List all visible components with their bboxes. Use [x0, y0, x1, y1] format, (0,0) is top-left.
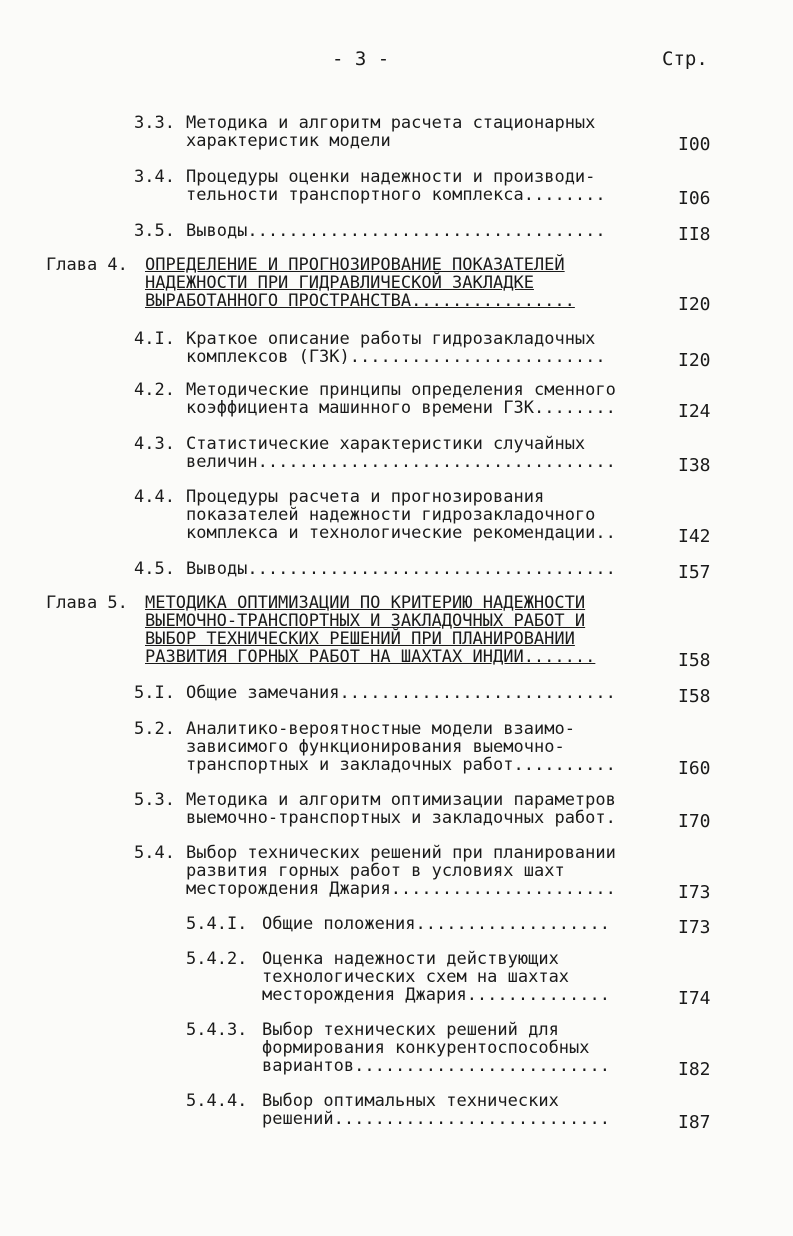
toc-entry-number: Глава 5.: [46, 593, 128, 613]
toc-entry-title-line: месторождения Джария......................: [186, 879, 616, 899]
toc-entry-page: I58: [678, 650, 711, 671]
toc-entry-title-line: РАЗВИТИЯ ГОРНЫХ РАБОТ НА ШАХТАХ ИНДИИ.......: [145, 647, 596, 667]
toc-entry-number: 4.3.: [134, 434, 175, 454]
toc-entry-title: [186, 222, 641, 240]
toc-entry-number: 4.5.: [134, 559, 175, 579]
toc-entry-title: [186, 684, 641, 702]
toc-entry-title-line: величин...................................: [186, 452, 616, 472]
toc-entry-number: Глава 4.: [46, 255, 128, 275]
toc-entry-title-line: ВЫЕМОЧНО-ТРАНСПОРТНЫХ И ЗАКЛАДОЧНЫХ РАБОТ И: [145, 611, 586, 631]
toc-entry-title-line: технологических схем на шахтах: [262, 967, 570, 987]
toc-entry-title-line: Методика и алгоритм расчета стационарных: [186, 113, 596, 133]
toc-entry-title: [186, 168, 641, 204]
toc-entry-title-line: ОПРЕДЕЛЕНИЕ И ПРОГНОЗИРОВАНИЕ ПОКАЗАТЕЛЕЙ: [145, 255, 565, 275]
toc-entry-number: 4.4.: [134, 487, 175, 507]
toc-entry-title-line: вариантов.........................: [262, 1056, 610, 1076]
toc-entry-title-line: Методика и алгоритм оптимизации параметров: [186, 790, 616, 810]
toc-entry-page: I74: [678, 988, 711, 1009]
toc-entry-number: 3.5.: [134, 221, 175, 241]
toc-entry-page: I58: [678, 686, 711, 707]
toc-entry-title-line: зависимого функционирования выемочно-: [186, 737, 565, 757]
toc-entry-title-line: Процедуры расчета и прогнозирования: [186, 487, 545, 507]
toc-entry-page: I87: [678, 1112, 711, 1133]
toc-entry-title-line: тельности транспортного комплекса........: [186, 185, 606, 205]
toc-entry-page: I73: [678, 882, 711, 903]
toc-entry-number: 3.3.: [134, 113, 175, 133]
toc-entry-title-line: Аналитико-вероятностные модели взаимо-: [186, 719, 575, 739]
toc-entry-title-line: Процедуры оценки надежности и производи-: [186, 167, 596, 187]
toc-entry-title: [186, 114, 641, 150]
toc-entry-page: I20: [678, 350, 711, 371]
toc-entry-title: [186, 560, 641, 578]
toc-entry-title-line: Выбор технических решений при планировании: [186, 843, 616, 863]
toc-entry-title-line: ВЫРАБОТАННОГО ПРОСТРАНСТВА................: [145, 291, 575, 311]
toc-entry-number: 5.4.: [134, 843, 175, 863]
toc-entry-title: [186, 791, 641, 827]
toc-entry-page: I42: [678, 526, 711, 547]
toc-entry-title-line: НАДЕЖНОСТИ ПРИ ГИДРАВЛИЧЕСКОЙ ЗАКЛАДКЕ: [145, 273, 534, 293]
toc-entry-number: 5.I.: [134, 683, 175, 703]
toc-entry-page: I73: [678, 917, 711, 938]
toc-entry-title-line: комплексов (ГЗК).........................: [186, 347, 606, 367]
toc-entry-title: [262, 1092, 641, 1128]
toc-entry-number: 4.I.: [134, 329, 175, 349]
toc-entry-title: [145, 594, 640, 666]
toc-entry-title-line: Краткое описание работы гидрозакладочных: [186, 329, 596, 349]
toc-entry-page: I57: [678, 562, 711, 583]
toc-entry-page: I70: [678, 811, 711, 832]
toc-entry-title: [186, 435, 641, 471]
toc-entry-title: [262, 950, 641, 1004]
toc-entry-title: [186, 488, 641, 542]
toc-entry-title-line: МЕТОДИКА ОПТИМИЗАЦИИ ПО КРИТЕРИЮ НАДЕЖНОСТИ: [145, 593, 586, 613]
toc-entry-title-line: выемочно-транспортных и закладочных работ.: [186, 808, 616, 828]
toc-entry-page: I38: [678, 455, 711, 476]
toc-entry-title-line: показателей надежности гидрозакладочного: [186, 505, 596, 525]
toc-entry-title-line: формирования конкурентоспособных: [262, 1038, 590, 1058]
toc-entry-title-line: ВЫБОР ТЕХНИЧЕСКИХ РЕШЕНИЙ ПРИ ПЛАНИРОВАНИИ: [145, 629, 575, 649]
toc-entry-title-line: коэффициента машинного времени ГЗК........: [186, 398, 616, 418]
toc-entry-page: I82: [678, 1059, 711, 1080]
toc-entry-title: [262, 1021, 641, 1075]
toc-entry-title-line: Общие замечания...........................: [186, 683, 616, 703]
toc-entry-title-line: развития горных работ в условиях шахт: [186, 861, 565, 881]
toc-entry-title-line: характеристик модели: [186, 131, 391, 151]
toc-entry-page: II8: [678, 224, 711, 245]
toc-entry-page: I06: [678, 188, 711, 209]
toc-entry-page: I60: [678, 758, 711, 779]
toc-entry-page: I20: [678, 294, 711, 315]
toc-entry-title-line: Выводы...................................: [186, 221, 606, 241]
toc-entry-title-line: Выбор технических решений для: [262, 1020, 559, 1040]
toc-entry-page: I00: [678, 134, 711, 155]
toc-entry-title: [186, 330, 641, 366]
toc-entry-title-line: Статистические характеристики случайных: [186, 434, 586, 454]
toc-entry-title: [186, 720, 641, 774]
toc-entry-page: I24: [678, 401, 711, 422]
page-number: - 3 -: [332, 48, 390, 70]
toc-entry-title-line: транспортных и закладочных работ..........: [186, 755, 616, 775]
toc-entry-title: [186, 844, 641, 898]
toc-entry-title-line: Выводы....................................: [186, 559, 616, 579]
toc-entry-title-line: Оценка надежности действующих: [262, 949, 559, 969]
toc-entry-title-line: месторождения Джария..............: [262, 985, 610, 1005]
toc-entry-number: 4.2.: [134, 380, 175, 400]
toc-entry-number: 5.4.2.: [186, 949, 248, 969]
toc-entry-number: 5.3.: [134, 790, 175, 810]
toc-entry-number: 5.4.3.: [186, 1020, 248, 1040]
toc-entry-title-line: Методические принципы определения сменного: [186, 380, 616, 400]
toc-entry-title-line: решений...........................: [262, 1109, 610, 1129]
toc-entry-number: 5.4.4.: [186, 1091, 248, 1111]
toc-entry-number: 5.4.I.: [186, 914, 248, 934]
toc-entry-title-line: Общие положения...................: [262, 914, 610, 934]
toc-entry-title: [262, 915, 641, 933]
page-column-header: Стр.: [662, 48, 708, 70]
toc-entry-number: 3.4.: [134, 167, 175, 187]
toc-entry-title: [145, 256, 640, 310]
toc-entry-title-line: Выбор оптимальных технических: [262, 1091, 559, 1111]
toc-entry-title-line: комплекса и технологические рекомендации..: [186, 523, 616, 543]
toc-entry-title: [186, 381, 641, 417]
toc-entry-number: 5.2.: [134, 719, 175, 739]
